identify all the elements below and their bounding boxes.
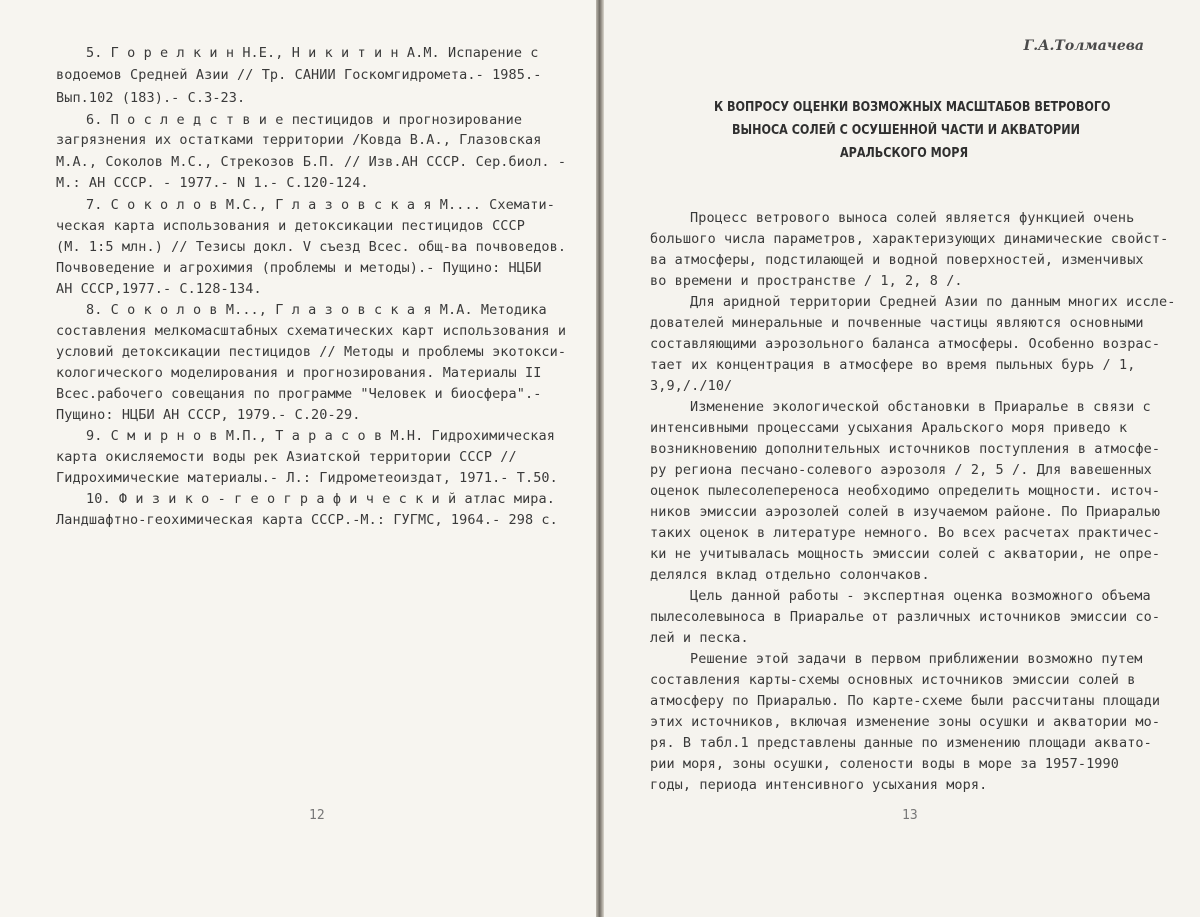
text-line: (М. 1:5 млн.) // Тезисы докл. V съезд Всес. общ-ва почвоведов. [56,239,567,255]
article-title-line: ВЫНОСА СОЛЕЙ С ОСУШЕННОЙ ЧАСТИ И АКВАТОРИИ [732,123,1080,138]
text-line: 3,9,/./10/ [650,378,733,394]
author-name: Г.А.Толмачева [1023,38,1144,54]
text-line: Всес.рабочего совещания по программе "Человек и биосфера".- [56,386,542,402]
text-line: 7. С о к о л о в М.С., Г л а з о в с к а я М.... Схемати- [86,197,555,213]
text-line: делялся вклад отдельно солончаков. [650,567,930,583]
text-line: Пущино: НЦБИ АН СССР, 1979.- С.20-29. [56,407,361,423]
text-line: Процесс ветрового выноса солей является функцией очень [690,210,1135,226]
text-line: 8. С о к о л о в М..., Г л а з о в с к а я М.А. Методика [86,302,547,318]
text-line: ческая карта использования и детоксикации пестицидов СССР [56,218,525,234]
text-line: возникновению дополнительных источников поступления в атмосфе- [650,441,1161,457]
text-line: оценок пылесолепереноса необходимо определить мощности. источ- [650,483,1161,499]
book-spine [596,0,604,917]
text-line: загрязнения их остатками территории /Ковда В.А., Глазовская [56,132,542,148]
text-line: во времени и пространстве / 1, 2, 8 /. [650,273,963,289]
text-line: водоемов Средней Азии // Тр. САНИИ Госкомгидромета.- 1985.- [56,67,542,83]
text-line: АН СССР,1977.- С.128-134. [56,281,262,297]
text-line: атмосферу по Приаралью. По карте-схеме были рассчитаны площади [650,693,1161,709]
text-line: рии моря, зоны осушки, солености воды в море за 1957-1990 [650,756,1119,772]
text-line: М.А., Соколов М.С., Стрекозов Б.П. // Изв.АН СССР. Сер.биол. - [56,154,567,170]
text-line: годы, периода интенсивного усыхания моря. [650,777,988,793]
text-line: ва атмосферы, подстилающей и водной поверхностей, изменчивых [650,252,1144,268]
text-line: Изменение экологической обстановки в Приаралье в связи с [690,399,1151,415]
text-line: дователей минеральные и почвенные частицы являются основными [650,315,1144,331]
text-line: составляющими аэрозольного баланса атмосферы. Особенно возрас- [650,336,1161,352]
text-line: 10. Ф и з и к о - г е о г р а ф и ч е с к и й атлас мира. [86,491,555,507]
text-line: лей и песка. [650,630,749,646]
text-line: ря. В табл.1 представлены данные по изменению площади аквато- [650,735,1152,751]
text-line: Ландшафтно-геохимическая карта СССР.-М.: ГУГМС, 1964.- 298 с. [56,512,558,528]
page-number: 12 [309,808,325,823]
text-line: Почвоведение и агрохимия (проблемы и методы).- Пущино: НЦБИ [56,260,542,276]
text-line: 5. Г о р е л к и н Н.Е., Н и к и т и н А.М. Испарение с [86,45,539,61]
text-line: тает их концентрация в атмосфере во время пыльных бурь / 1, [650,357,1136,373]
text-line: таких оценок в литературе немного. Во всех расчетах практичес- [650,525,1161,541]
article-title-line: АРАЛЬСКОГО МОРЯ [840,146,969,161]
text-line: условий детоксикации пестицидов // Методы и проблемы экотокси- [56,344,567,360]
text-line: составления мелкомасштабных схематических карт использования и [56,323,567,339]
text-line: Цель данной работы - экспертная оценка возможного объема [690,588,1151,604]
text-line: кологического моделирования и прогнозирования. Материалы II [56,365,542,381]
text-line: ников эмиссии аэрозолей солей в изучаемом районе. По Приаралью [650,504,1161,520]
page-number: 13 [902,808,918,823]
text-line: большого числа параметров, характеризующих динамические свойст- [650,231,1169,247]
text-line: ки не учитывалась мощность эмиссии солей с акватории, не опре- [650,546,1161,562]
text-line: карта окисляемости воды рек Азиатской территории СССР // [56,449,517,465]
text-line: ру региона песчано-солевого аэрозоля / 2, 5 /. Для вавешенных [650,462,1152,478]
article-title-line: К ВОПРОСУ ОЦЕНКИ ВОЗМОЖНЫХ МАСШТАБОВ ВЕТРОВОГО [714,100,1111,115]
text-line: пылесолевыноса в Приаралье от различных источников эмиссии со- [650,609,1161,625]
text-line: Решение этой задачи в первом приближении возможно путем [690,651,1143,667]
text-line: составления карты-схемы основных источников эмиссии солей в [650,672,1136,688]
text-line: Гидрохимические материалы.- Л.: Гидрометеоиздат, 1971.- Т.50. [56,470,558,486]
text-line: М.: АН СССР. - 1977.- N 1.- С.120-124. [56,175,369,191]
text-line: 9. С м и р н о в М.П., Т а р а с о в М.Н. Гидрохимическая [86,428,555,444]
right-page [604,0,1200,917]
left-page [0,0,596,917]
text-line: Для аридной территории Средней Азии по данным многих иссле- [690,294,1176,310]
text-line: Вып.102 (183).- С.3-23. [56,90,246,106]
text-line: 6. П о с л е д с т в и е пестицидов и прогнозирование [86,112,523,128]
text-line: этих источников, включая изменение зоны осушки и акватории мо- [650,714,1161,730]
text-line: интенсивными процессами усыхания Аральского моря приведо к [650,420,1128,436]
